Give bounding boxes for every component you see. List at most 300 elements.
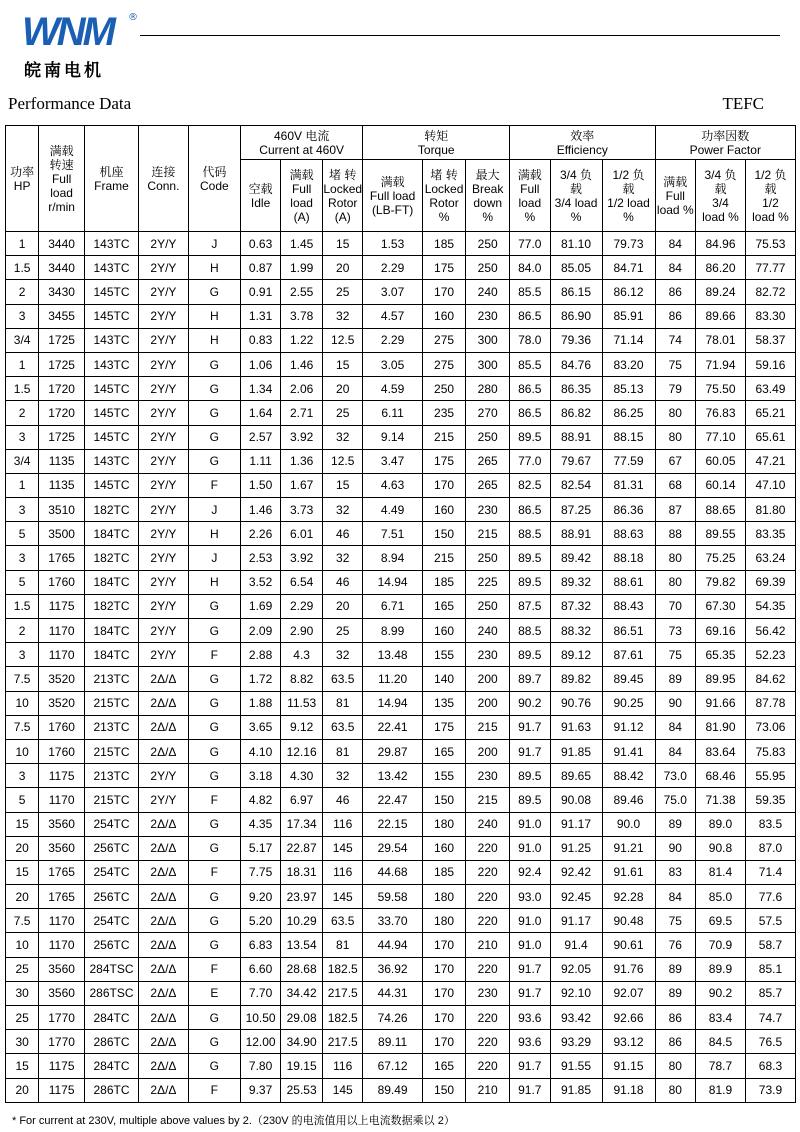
table-cell: 7.5 <box>6 909 39 933</box>
header-current: 460V 电流 Current at 460V <box>240 126 363 160</box>
table-cell: 2Y/Y <box>139 449 189 473</box>
table-cell: 1.36 <box>281 449 323 473</box>
table-cell: 22.15 <box>363 812 422 836</box>
table-cell: 3.78 <box>281 304 323 328</box>
performance-table <box>5 125 796 1103</box>
table-cell: 88.5 <box>510 522 551 546</box>
table-cell: 184TC <box>84 643 138 667</box>
table-cell: 20 <box>322 377 363 401</box>
table-cell: 1175 <box>39 1078 85 1102</box>
table-row <box>6 232 796 256</box>
table-cell: H <box>188 522 240 546</box>
table-cell: 3 <box>6 498 39 522</box>
table-cell: 3.05 <box>363 352 422 376</box>
table-cell: 2Y/Y <box>139 304 189 328</box>
table-cell: 15 <box>322 473 363 497</box>
table-cell: 83.35 <box>745 522 795 546</box>
table-cell: 1725 <box>39 352 85 376</box>
table-cell: 2Δ/Δ <box>139 715 189 739</box>
table-cell: 75.83 <box>745 739 795 763</box>
table-cell: 2 <box>6 280 39 304</box>
table-cell: 82.54 <box>550 473 602 497</box>
table-cell: 2Y/Y <box>139 328 189 352</box>
table-cell: F <box>188 643 240 667</box>
table-cell: 1720 <box>39 377 85 401</box>
table-cell: 250 <box>466 256 510 280</box>
table-cell: 69.5 <box>696 909 746 933</box>
table-cell: 32 <box>322 764 363 788</box>
table-cell: 1175 <box>39 764 85 788</box>
header-torque: 转矩 Torque <box>363 126 510 160</box>
table-cell: 5.20 <box>240 909 281 933</box>
table-cell: 182TC <box>84 594 138 618</box>
table-cell: 165 <box>422 739 466 763</box>
table-cell: 286TC <box>84 1078 138 1102</box>
table-cell: 84.71 <box>602 256 655 280</box>
table-cell: 2Δ/Δ <box>139 957 189 981</box>
table-cell: 86 <box>655 304 696 328</box>
table-cell: 3520 <box>39 667 85 691</box>
table-cell: 63.5 <box>322 667 363 691</box>
table-cell: 1175 <box>39 594 85 618</box>
table-cell: 2Y/Y <box>139 522 189 546</box>
table-cell: 63.5 <box>322 715 363 739</box>
table-cell: 240 <box>466 280 510 304</box>
table-cell: F <box>188 860 240 884</box>
table-cell: 3560 <box>39 957 85 981</box>
table-cell: 145 <box>322 836 363 860</box>
table-cell: 90.08 <box>550 788 602 812</box>
table-cell: 145TC <box>84 377 138 401</box>
table-cell: 77.10 <box>696 425 746 449</box>
table-cell: 7.51 <box>363 522 422 546</box>
table-cell: 75.53 <box>745 232 795 256</box>
table-cell: 91.15 <box>602 1054 655 1078</box>
table-cell: 88.43 <box>602 594 655 618</box>
table-cell: 2Y/Y <box>139 643 189 667</box>
wnm-logo <box>10 6 138 81</box>
table-cell: 89.5 <box>510 643 551 667</box>
table-cell: 145TC <box>84 473 138 497</box>
table-cell: 92.07 <box>602 981 655 1005</box>
table-row <box>6 546 796 570</box>
table-row <box>6 957 796 981</box>
table-cell: 210 <box>466 933 510 957</box>
table-cell: 220 <box>466 860 510 884</box>
table-cell: 80 <box>655 546 696 570</box>
table-cell: 91.12 <box>602 715 655 739</box>
table-cell: 74.26 <box>363 1006 422 1030</box>
header-power-factor: 功率因数 Power Factor <box>655 126 795 160</box>
table-row <box>6 473 796 497</box>
table-cell: 180 <box>422 909 466 933</box>
table-cell: H <box>188 304 240 328</box>
table-cell: 83.4 <box>696 1006 746 1030</box>
table-cell: 2Δ/Δ <box>139 860 189 884</box>
table-cell: 220 <box>466 836 510 860</box>
table-row <box>6 304 796 328</box>
table-cell: 2 <box>6 401 39 425</box>
table-cell: 15 <box>322 352 363 376</box>
table-cell: 81 <box>322 691 363 715</box>
table-cell: 185 <box>422 570 466 594</box>
table-cell: 2Y/Y <box>139 401 189 425</box>
table-row <box>6 280 796 304</box>
table-cell: 90.25 <box>602 691 655 715</box>
table-cell: 91.0 <box>510 933 551 957</box>
table-cell: 89.65 <box>550 764 602 788</box>
table-cell: 91.55 <box>550 1054 602 1078</box>
table-row <box>6 739 796 763</box>
table-cell: 2Y/Y <box>139 425 189 449</box>
table-cell: 84.76 <box>550 352 602 376</box>
table-cell: 217.5 <box>322 981 363 1005</box>
table-cell: 1.64 <box>240 401 281 425</box>
table-cell: 84 <box>655 885 696 909</box>
table-cell: 185 <box>422 860 466 884</box>
table-cell: 79.73 <box>602 232 655 256</box>
table-cell: 75 <box>655 643 696 667</box>
table-cell: 170 <box>422 473 466 497</box>
page-title: Performance Data <box>8 94 132 113</box>
table-cell: 15 <box>6 812 39 836</box>
table-cell: 9.14 <box>363 425 422 449</box>
table-cell: 1170 <box>39 643 85 667</box>
table-cell: 150 <box>422 788 466 812</box>
table-cell: 1.72 <box>240 667 281 691</box>
table-cell: 286TSC <box>84 981 138 1005</box>
table-cell: G <box>188 1054 240 1078</box>
table-cell: H <box>188 328 240 352</box>
table-cell: 88.91 <box>550 522 602 546</box>
table-cell: 73.9 <box>745 1078 795 1102</box>
table-cell: 83.64 <box>696 739 746 763</box>
header-pf-full: 满载 Full load % <box>655 160 696 232</box>
table-cell: 29.54 <box>363 836 422 860</box>
table-cell: 32 <box>322 304 363 328</box>
table-cell: 3 <box>6 546 39 570</box>
table-cell: G <box>188 449 240 473</box>
table-cell: 75.50 <box>696 377 746 401</box>
table-cell: 256TC <box>84 933 138 957</box>
table-cell: 230 <box>466 981 510 1005</box>
table-cell: 13.42 <box>363 764 422 788</box>
table-cell: 80 <box>655 401 696 425</box>
table-cell: 78.01 <box>696 328 746 352</box>
table-cell: 58.37 <box>745 328 795 352</box>
table-cell: G <box>188 1006 240 1030</box>
table-cell: 77.0 <box>510 449 551 473</box>
table-cell: 59.16 <box>745 352 795 376</box>
table-row <box>6 570 796 594</box>
table-cell: 85.5 <box>510 280 551 304</box>
table-cell: 86.15 <box>550 280 602 304</box>
table-cell: 180 <box>422 885 466 909</box>
table-cell: 89.55 <box>696 522 746 546</box>
table-cell: 93.6 <box>510 1006 551 1030</box>
table-cell: 250 <box>466 546 510 570</box>
table-cell: 15 <box>6 1054 39 1078</box>
table-cell: 81 <box>322 933 363 957</box>
table-cell: 92.28 <box>602 885 655 909</box>
table-cell: F <box>188 1078 240 1102</box>
header-idle: 空载 Idle <box>240 160 281 232</box>
table-cell: 116 <box>322 860 363 884</box>
table-row <box>6 1030 796 1054</box>
table-cell: 71.94 <box>696 352 746 376</box>
table-cell: 1.46 <box>281 352 323 376</box>
table-cell: 86.12 <box>602 280 655 304</box>
table-cell: 91.76 <box>602 957 655 981</box>
table-cell: 34.42 <box>281 981 323 1005</box>
table-cell: 81.90 <box>696 715 746 739</box>
table-cell: 145TC <box>84 425 138 449</box>
table-row <box>6 594 796 618</box>
table-cell: 65.21 <box>745 401 795 425</box>
table-cell: 79.67 <box>550 449 602 473</box>
table-cell: 2Δ/Δ <box>139 981 189 1005</box>
table-cell: 3.52 <box>240 570 281 594</box>
table-cell: 3440 <box>39 256 85 280</box>
table-cell: 47.21 <box>745 449 795 473</box>
table-cell: 20 <box>322 256 363 280</box>
table-cell: 23.97 <box>281 885 323 909</box>
table-cell: 145 <box>322 885 363 909</box>
table-cell: 91.18 <box>602 1078 655 1102</box>
table-cell: 91.7 <box>510 1054 551 1078</box>
table-cell: 182.5 <box>322 1006 363 1030</box>
table-cell: 90.2 <box>696 981 746 1005</box>
table-cell: 1170 <box>39 788 85 812</box>
table-cell: 220 <box>466 909 510 933</box>
table-cell: 14.94 <box>363 570 422 594</box>
table-cell: 89.46 <box>602 788 655 812</box>
table-cell: 170 <box>422 280 466 304</box>
footnote: * For current at 230V, multiple above values by 2.（230V 的电流值用以上电流数据乘以 2） <box>12 1115 455 1127</box>
table-cell: 1 <box>6 352 39 376</box>
table-cell: 46 <box>322 788 363 812</box>
table-cell: 75 <box>655 352 696 376</box>
table-cell: 18.31 <box>281 860 323 884</box>
table-cell: 2Δ/Δ <box>139 836 189 860</box>
table-cell: 22.47 <box>363 788 422 812</box>
table-cell: 86.90 <box>550 304 602 328</box>
table-cell: 1.53 <box>363 232 422 256</box>
header-pf-12: 1/2 负 载 1/2 load % <box>745 160 795 232</box>
table-cell: 2.55 <box>281 280 323 304</box>
table-cell: 1.69 <box>240 594 281 618</box>
table-cell: 143TC <box>84 328 138 352</box>
table-cell: 84.96 <box>696 232 746 256</box>
table-cell: 78.0 <box>510 328 551 352</box>
table-cell: 1760 <box>39 739 85 763</box>
table-cell: 88.91 <box>550 425 602 449</box>
table-cell: G <box>188 352 240 376</box>
header-conn: 连接 Conn. <box>139 126 189 232</box>
table-cell: 213TC <box>84 715 138 739</box>
table-cell: 70.9 <box>696 933 746 957</box>
table-cell: 254TC <box>84 860 138 884</box>
table-cell: 184TC <box>84 619 138 643</box>
table-cell: 1 <box>6 473 39 497</box>
table-cell: 284TC <box>84 1006 138 1030</box>
table-cell: 1.50 <box>240 473 281 497</box>
table-cell: 2Y/Y <box>139 788 189 812</box>
table-cell: 7.75 <box>240 860 281 884</box>
table-cell: 2.29 <box>363 328 422 352</box>
table-cell: 88.5 <box>510 619 551 643</box>
table-cell: 89.5 <box>510 788 551 812</box>
table-cell: 3560 <box>39 836 85 860</box>
table-cell: 3/4 <box>6 449 39 473</box>
table-cell: 184TC <box>84 570 138 594</box>
table-cell: 90.2 <box>510 691 551 715</box>
table-row <box>6 909 796 933</box>
table-cell: 284TC <box>84 1054 138 1078</box>
table-cell: 184TC <box>84 522 138 546</box>
table-row <box>6 401 796 425</box>
table-cell: 220 <box>466 1006 510 1030</box>
table-cell: 8.99 <box>363 619 422 643</box>
table-cell: 93.29 <box>550 1030 602 1054</box>
table-cell: 3 <box>6 643 39 667</box>
table-cell: 88.65 <box>696 498 746 522</box>
table-row <box>6 885 796 909</box>
table-cell: G <box>188 933 240 957</box>
table-cell: 32 <box>322 498 363 522</box>
table-cell: 90 <box>655 836 696 860</box>
table-cell: 2Δ/Δ <box>139 1078 189 1102</box>
table-cell: 87.61 <box>602 643 655 667</box>
table-cell: 91.0 <box>510 836 551 860</box>
table-cell: 89 <box>655 957 696 981</box>
table-cell: 215 <box>422 425 466 449</box>
table-cell: G <box>188 377 240 401</box>
table-cell: 3430 <box>39 280 85 304</box>
table-cell: 145TC <box>84 304 138 328</box>
table-cell: 91.4 <box>550 933 602 957</box>
table-cell: 79.82 <box>696 570 746 594</box>
table-cell: 235 <box>422 401 466 425</box>
table-cell: 270 <box>466 401 510 425</box>
table-cell: 5 <box>6 570 39 594</box>
table-cell: 215TC <box>84 788 138 812</box>
enclosure-type: TEFC <box>722 94 764 113</box>
table-cell: 2Y/Y <box>139 232 189 256</box>
table-cell: 280 <box>466 377 510 401</box>
table-cell: 225 <box>466 570 510 594</box>
table-cell: 1.67 <box>281 473 323 497</box>
table-cell: 84 <box>655 715 696 739</box>
table-cell: 76.5 <box>745 1030 795 1054</box>
table-cell: 7.5 <box>6 715 39 739</box>
table-cell: 2.53 <box>240 546 281 570</box>
table-cell: 87 <box>655 498 696 522</box>
table-cell: 69.39 <box>745 570 795 594</box>
table-cell: 4.10 <box>240 739 281 763</box>
table-cell: H <box>188 256 240 280</box>
table-row <box>6 788 796 812</box>
table-cell: 1.88 <box>240 691 281 715</box>
table-cell: 3.65 <box>240 715 281 739</box>
table-cell: 65.61 <box>745 425 795 449</box>
header-torque-locked: 堵 转 Locked Rotor % <box>422 160 466 232</box>
table-cell: 15 <box>322 232 363 256</box>
table-cell: 25.53 <box>281 1078 323 1102</box>
table-cell: 215 <box>466 715 510 739</box>
table-cell: 81.10 <box>550 232 602 256</box>
table-cell: 44.94 <box>363 933 422 957</box>
table-cell: 90.8 <box>696 836 746 860</box>
table-cell: 25 <box>6 957 39 981</box>
table-cell: 217.5 <box>322 1030 363 1054</box>
table-cell: 12.16 <box>281 739 323 763</box>
table-cell: 58.7 <box>745 933 795 957</box>
table-cell: 86.5 <box>510 401 551 425</box>
table-cell: 135 <box>422 691 466 715</box>
table-cell: 91.0 <box>510 909 551 933</box>
table-cell: 25 <box>6 1006 39 1030</box>
table-cell: 90.61 <box>602 933 655 957</box>
table-cell: 91.0 <box>510 812 551 836</box>
table-cell: 2.29 <box>281 594 323 618</box>
table-cell: 1720 <box>39 401 85 425</box>
table-cell: 155 <box>422 764 466 788</box>
table-cell: 69.16 <box>696 619 746 643</box>
header-hp: 功率 HP <box>6 126 39 232</box>
table-cell: 86.36 <box>602 498 655 522</box>
table-cell: 89 <box>655 981 696 1005</box>
table-cell: 2.29 <box>363 256 422 280</box>
table-row <box>6 981 796 1005</box>
table-cell: 92.4 <box>510 860 551 884</box>
table-cell: 275 <box>422 328 466 352</box>
table-cell: 4.57 <box>363 304 422 328</box>
table-cell: 86.5 <box>510 377 551 401</box>
table-cell: 10.29 <box>281 909 323 933</box>
table-cell: 87.78 <box>745 691 795 715</box>
table-row <box>6 860 796 884</box>
table-cell: 3.07 <box>363 280 422 304</box>
table-cell: 20 <box>6 836 39 860</box>
table-cell: 6.54 <box>281 570 323 594</box>
table-cell: 81 <box>322 739 363 763</box>
table-cell: 220 <box>466 1030 510 1054</box>
table-cell: 83 <box>655 860 696 884</box>
table-cell: 88.42 <box>602 764 655 788</box>
table-cell: 300 <box>466 352 510 376</box>
table-cell: 91.85 <box>550 1078 602 1102</box>
table-cell: 33.70 <box>363 909 422 933</box>
table-cell: 9.37 <box>240 1078 281 1102</box>
table-cell: 84.62 <box>745 667 795 691</box>
table-cell: J <box>188 546 240 570</box>
table-cell: 1.46 <box>240 498 281 522</box>
table-cell: 215 <box>466 788 510 812</box>
table-cell: 86.5 <box>510 498 551 522</box>
table-cell: 88 <box>655 522 696 546</box>
table-cell: 1170 <box>39 909 85 933</box>
table-cell: 12.00 <box>240 1030 281 1054</box>
table-cell: 93.6 <box>510 1030 551 1054</box>
table-cell: 32 <box>322 643 363 667</box>
header-efficiency: 效率 Efficiency <box>510 126 656 160</box>
table-cell: 47.10 <box>745 473 795 497</box>
table-cell: 17.34 <box>281 812 323 836</box>
table-cell: 3440 <box>39 232 85 256</box>
table-cell: 2Y/Y <box>139 280 189 304</box>
table-cell: 182.5 <box>322 957 363 981</box>
